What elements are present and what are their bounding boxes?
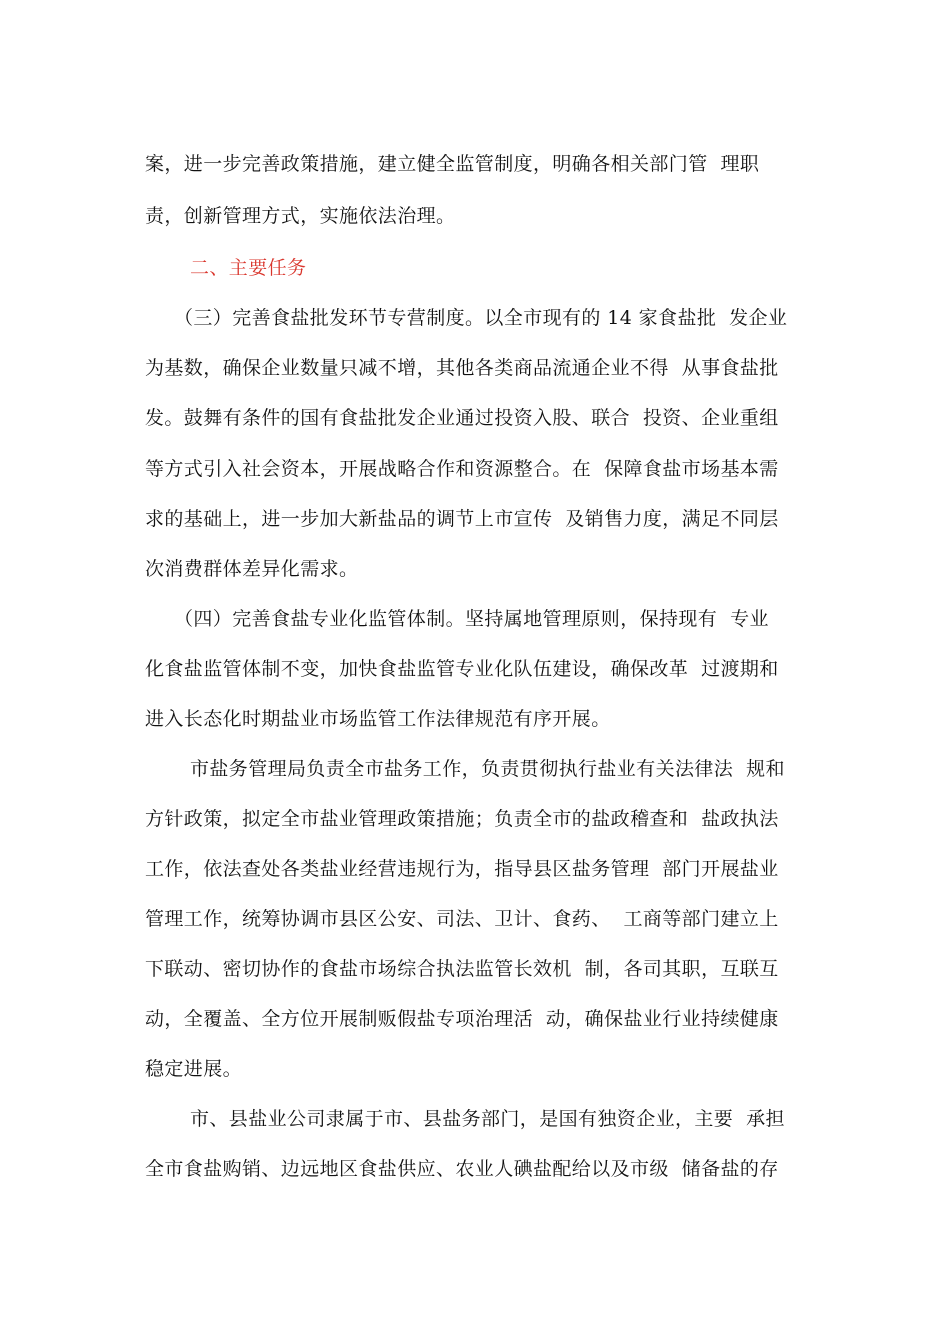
paragraph-line: 动，全覆盖、全方位开展制贩假盐专项治理活 动，确保盐业行业持续健康 (145, 1008, 779, 1030)
paragraph-line: 责，创新管理方式，实施依法治理。 (145, 205, 456, 227)
paragraph-line: 发。鼓舞有条件的国有食盐批发企业通过投资入股、联合 投资、企业重组 (145, 407, 779, 429)
section-heading: 二、主要任务 (190, 257, 307, 279)
paragraph-line: 工作，依法查处各类盐业经营违规行为，指导县区盐务管理 部门开展盐业 (145, 858, 779, 880)
paragraph-line: 为基数，确保企业数量只减不增，其他各类商品流通企业不得 从事食盐批 (145, 357, 779, 379)
paragraph-line: 化食盐监管体制不变，加快食盐监管专业化队伍建设，确保改革 过渡期和 (145, 658, 779, 680)
paragraph-line: （四）完善食盐专业化监管体制。坚持属地管理原则，保持现有 专业 (174, 608, 769, 630)
paragraph-line: 方针政策，拟定全市盐业管理政策措施；负责全市的盐政稽查和 盐政执法 (145, 808, 779, 830)
paragraph-line: 市、县盐业公司隶属于市、县盐务部门，是国有独资企业，主要 承担 (190, 1108, 785, 1130)
paragraph-line: 进入长态化时期盐业市场监管工作法律规范有序开展。 (145, 708, 611, 730)
paragraph-line: 案，进一步完善政策措施，建立健全监管制度，明确各相关部门管 理职 (145, 153, 760, 175)
paragraph-line: 下联动、密切协作的食盐市场综合执法监管长效机 制，各司其职，互联互 (145, 958, 779, 980)
paragraph-line: 管理工作，统筹协调市县区公安、司法、卫计、食药、 工商等部门建立上 (145, 908, 779, 930)
paragraph-line: 全市食盐购销、边远地区食盐供应、农业人碘盐配给以及市级 储备盐的存 (145, 1158, 779, 1180)
paragraph-line: 市盐务管理局负责全市盐务工作，负责贯彻执行盐业有关法律法 规和 (190, 758, 785, 780)
paragraph-line: （三）完善食盐批发环节专营制度。以全市现有的 14 家食盐批 发企业 (174, 307, 788, 329)
paragraph-line: 稳定进展。 (145, 1058, 243, 1080)
paragraph-line: 次消费群体差异化需求。 (145, 558, 359, 580)
paragraph-line: 求的基础上，进一步加大新盐品的调节上市宣传 及销售力度，满足不同层 (145, 508, 779, 530)
paragraph-line: 等方式引入社会资本，开展战略合作和资源整合。在 保障食盐市场基本需 (145, 458, 779, 480)
